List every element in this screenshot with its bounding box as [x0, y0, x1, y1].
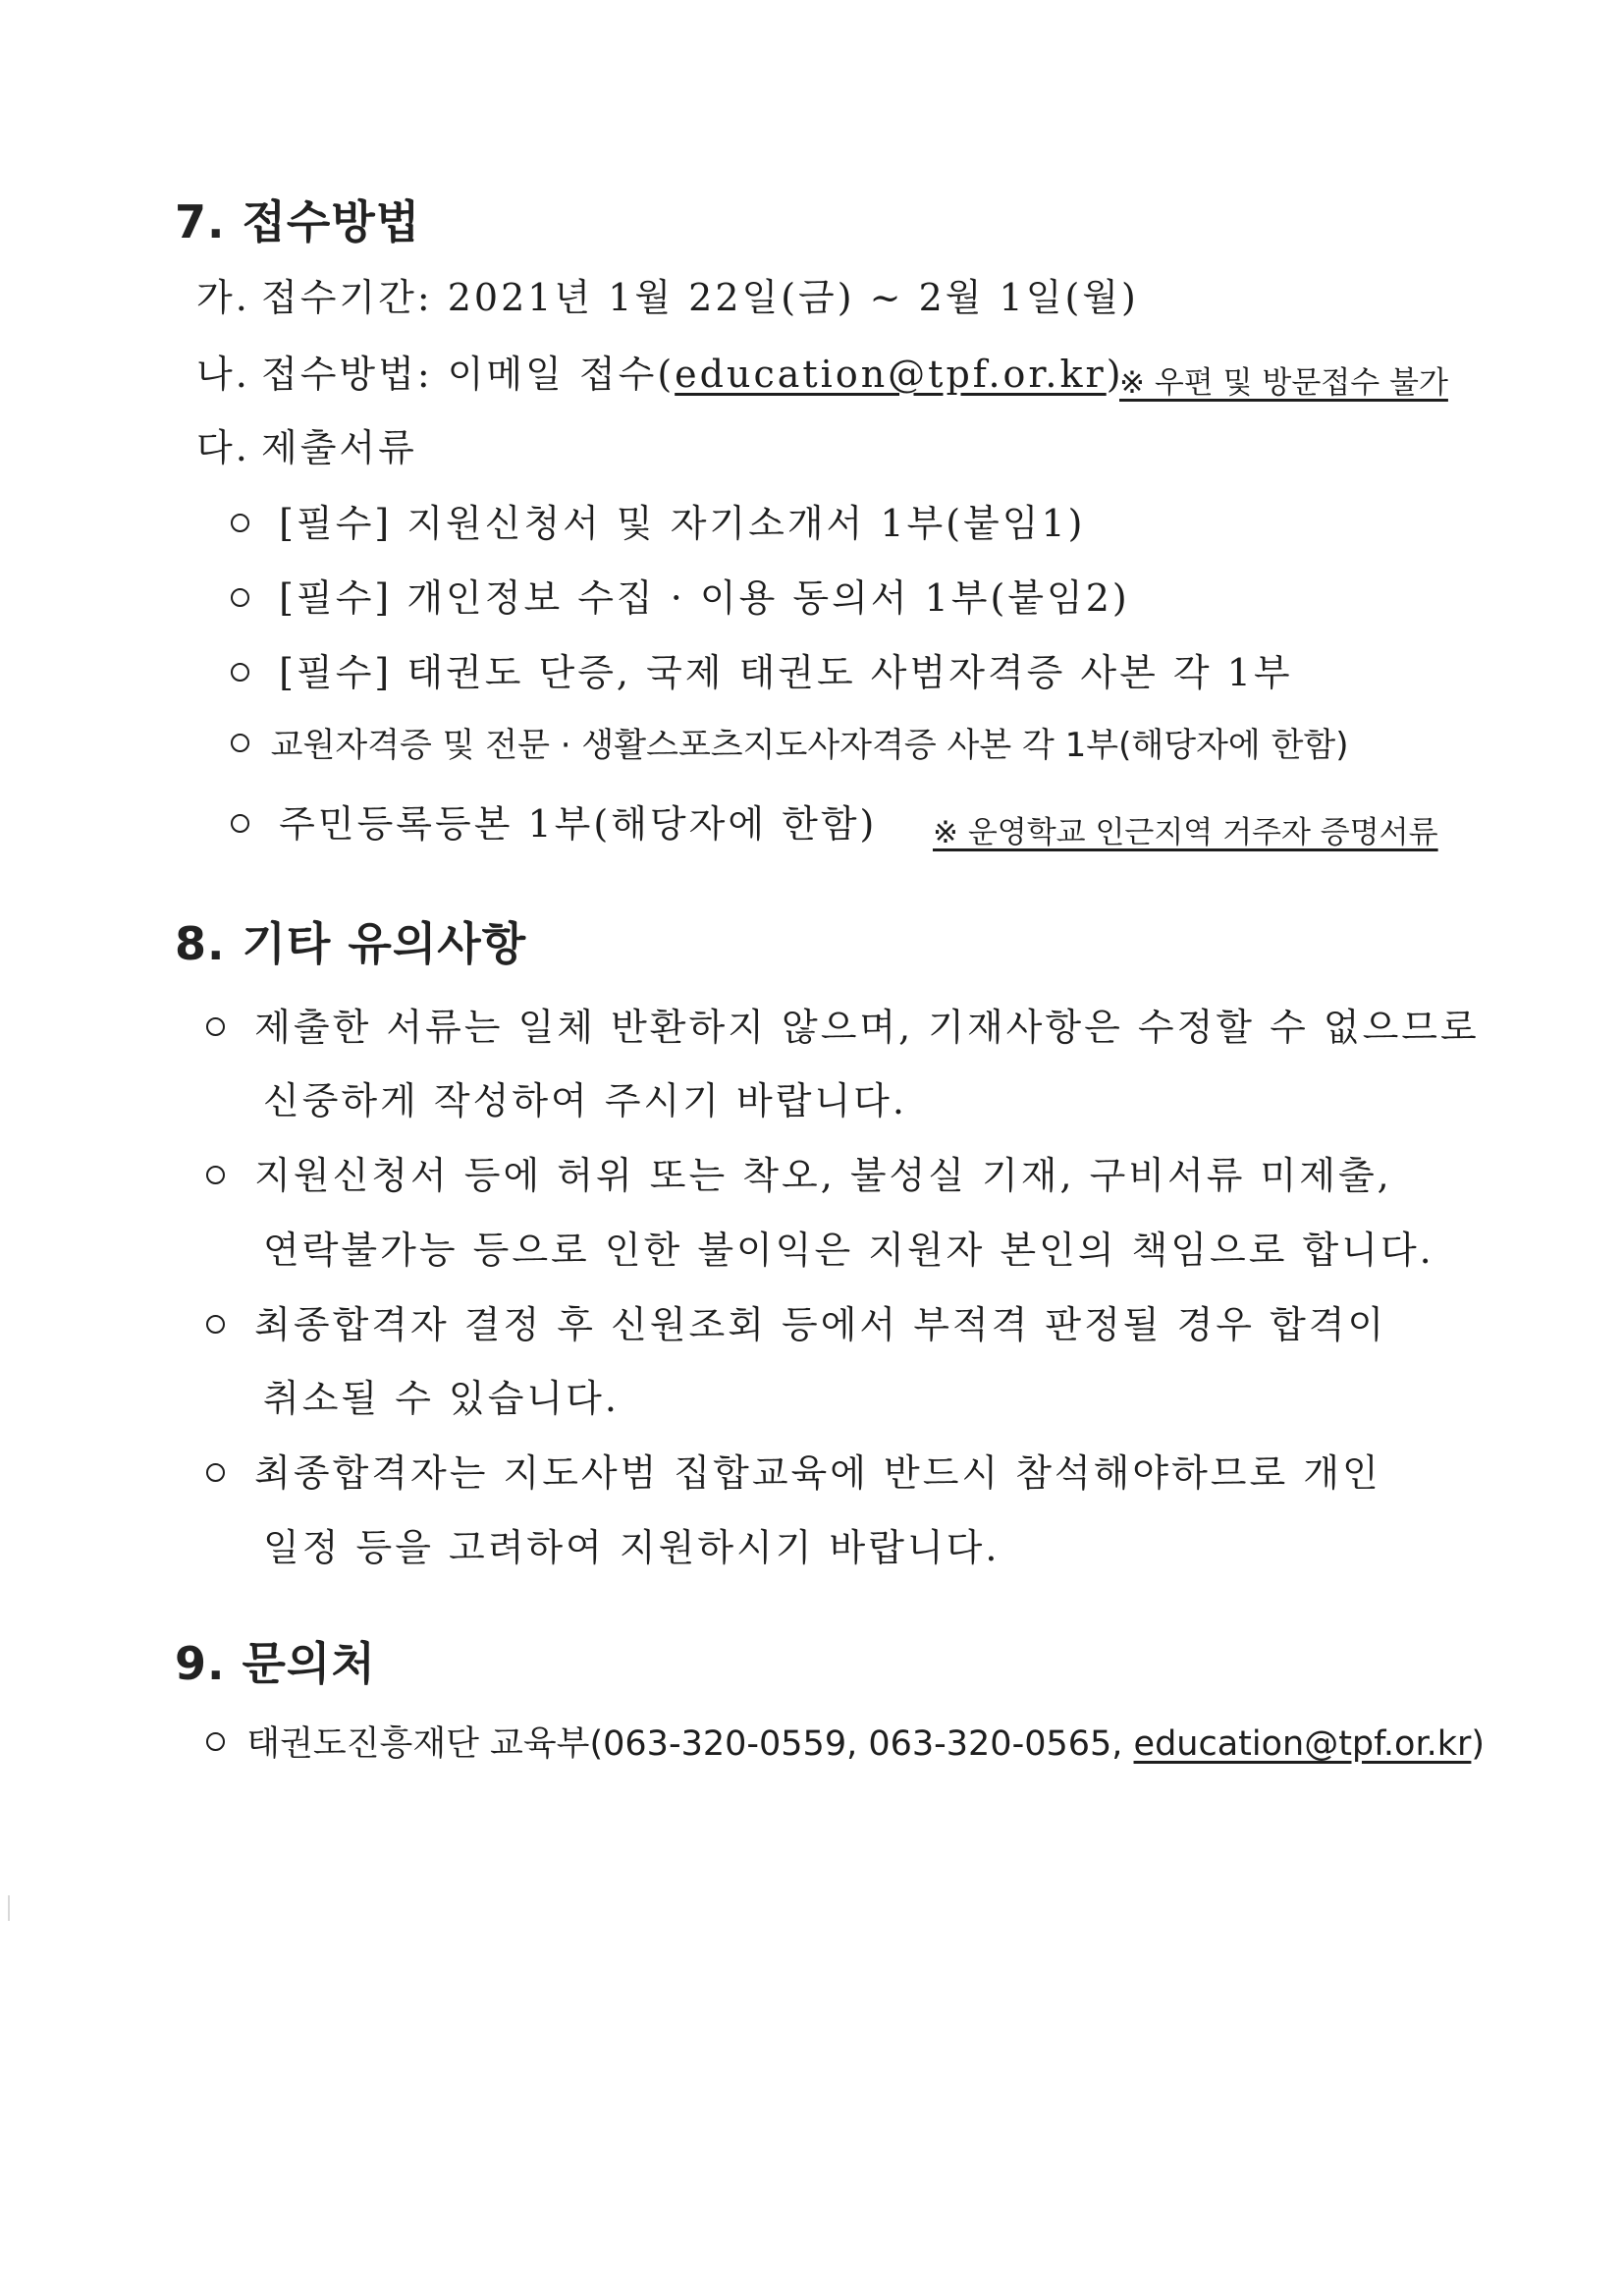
docs-item	[231, 642, 1293, 696]
circle-bullet-icon	[231, 663, 249, 682]
notice-item-line1: 최종합격자 결정 후 신원조회 등에서 부적격 판정될 경우 합격이	[254, 1303, 1387, 1346]
docs-item-text: [필수] 태권도 단증, 국제 태권도 사범자격증 사본 각 1부	[279, 651, 1293, 694]
circle-bullet-icon	[206, 1166, 225, 1184]
docs-item-text: 주민등록등본 1부(해당자에 한함)	[279, 802, 878, 846]
circle-bullet-icon	[206, 1315, 225, 1334]
receipt-period-label: 가.	[196, 276, 250, 319]
receipt-method-note: ※ 우편 및 방문접수 불가	[1119, 365, 1448, 401]
docs-item-text: 교원자격증 및 전문 · 생활스포츠지도사자격증 사본 각 1부(해당자에 한함)	[270, 726, 1349, 765]
docs-item	[231, 793, 877, 847]
notice-item-line1: 제출한 서류는 일체 반환하지 않으며, 기재사항은 수정할 수 없으므로	[254, 1006, 1480, 1049]
section-9-heading: 9. 문의처	[175, 1637, 376, 1690]
circle-bullet-icon	[206, 1463, 225, 1482]
contact-text: 태권도진흥재단 교육부(063-320-0559, 063-320-0565,	[246, 1724, 1134, 1764]
circle-bullet-icon	[231, 814, 249, 833]
circle-bullet-icon	[231, 588, 249, 607]
notice-item-line2: 일정 등을 고려하여 지원하시기 바랍니다.	[263, 1526, 1001, 1569]
receipt-method-text: 접수방법: 이메일 접수(	[261, 353, 676, 396]
docs-item	[231, 493, 1085, 547]
contact-info	[206, 1717, 1485, 1766]
docs-item	[231, 568, 1130, 622]
receipt-period	[196, 267, 1139, 321]
receipt-method	[196, 344, 1124, 398]
receipt-email-link[interactable]: education@tpf.or.kr	[675, 353, 1107, 396]
contact-close: )	[1471, 1724, 1486, 1764]
notice-item-line2: 신중하게 작성하여 주시기 바랍니다.	[263, 1079, 907, 1122]
section-7-heading: 7. 접수방법	[175, 195, 421, 248]
docs-item-note: ※ 운영학교 인근지역 거주자 증명서류	[933, 815, 1438, 850]
docs-item	[231, 718, 1349, 766]
notice-item-line2: 연락불가능 등으로 인한 불이익은 지원자 본인의 책임으로 합니다.	[263, 1229, 1434, 1272]
notice-item-line1: 최종합격자는 지도사범 집합교육에 반드시 참석해야하므로 개인	[254, 1451, 1381, 1495]
contact-email-link[interactable]: education@tpf.or.kr	[1133, 1724, 1472, 1764]
docs-item-text: [필수] 개인정보 수집 · 이용 동의서 1부(붙임2)	[279, 576, 1130, 620]
circle-bullet-icon	[231, 514, 249, 532]
notice-item-line2: 취소될 수 있습니다.	[263, 1377, 620, 1420]
required-docs-label: 다.	[196, 426, 250, 469]
notice-item	[206, 1294, 1386, 1348]
receipt-period-text: 접수기간: 2021년 1월 22일(금) ~ 2월 1일(월)	[261, 276, 1139, 319]
notice-item	[206, 997, 1480, 1051]
docs-item-text: [필수] 지원신청서 및 자기소개서 1부(붙임1)	[279, 502, 1086, 545]
required-docs-text: 제출서류	[261, 426, 417, 469]
notice-item	[206, 1443, 1381, 1497]
receipt-method-label: 나.	[196, 353, 250, 396]
circle-bullet-icon	[231, 734, 249, 752]
scan-edge-mark	[8, 1895, 10, 1921]
notice-item	[206, 1145, 1392, 1199]
section-8-heading: 8. 기타 유의사항	[175, 917, 527, 970]
notice-item-line1: 지원신청서 등에 허위 또는 착오, 불성실 기재, 구비서류 미제출,	[254, 1154, 1392, 1197]
circle-bullet-icon	[206, 1732, 225, 1751]
circle-bullet-icon	[206, 1017, 225, 1036]
receipt-method-close: )	[1106, 353, 1124, 396]
required-docs	[196, 417, 417, 471]
